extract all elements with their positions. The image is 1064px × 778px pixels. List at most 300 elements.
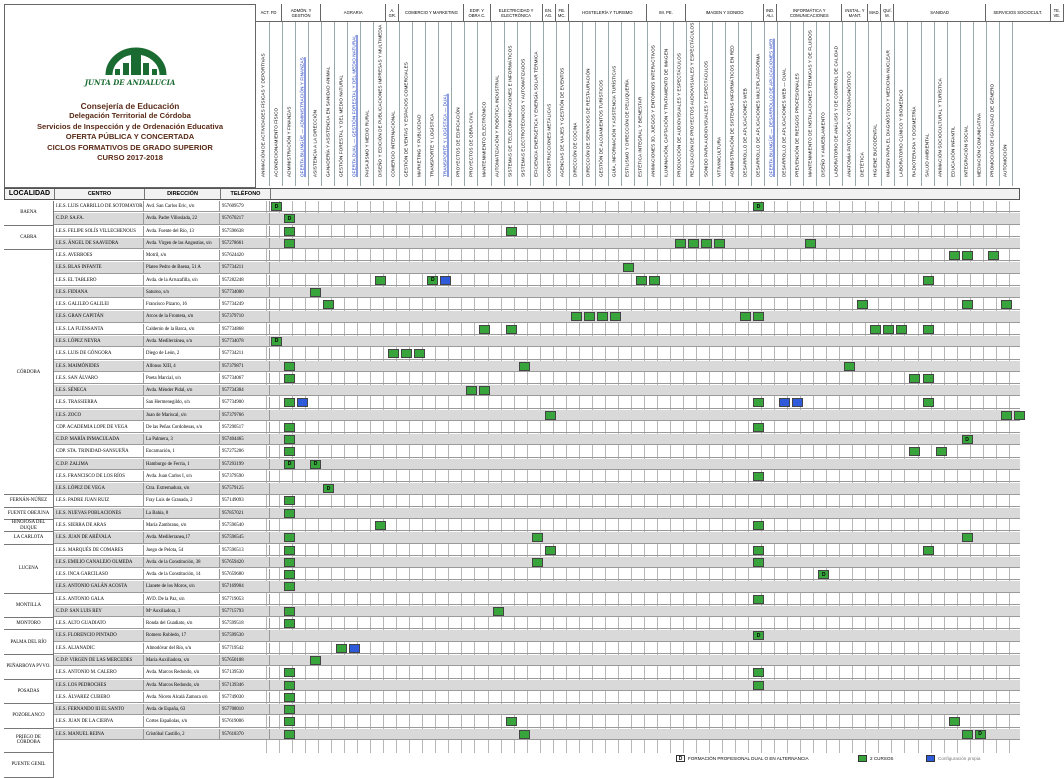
family-header: A. GR.	[386, 4, 399, 22]
course-title: ANATOMÍA PATOLÓGICA Y CITODIAGNÓSTICO	[846, 71, 852, 177]
course-column-header	[582, 22, 596, 186]
two-course-offer-cell	[870, 325, 881, 334]
course-title: ANIMACIÓN DE ACTIVIDADES FÍSICAS Y DEPORTIVAS	[260, 53, 265, 177]
center-address: Avda. Medilerranea,17	[144, 532, 220, 543]
course-column-header	[816, 22, 830, 186]
two-course-offer-cell	[857, 300, 868, 309]
family-header: ELECTRICIDAD Y ELECTRÓNICA	[491, 4, 543, 22]
center-address: Avda. Juan Carlos I, s/n	[144, 471, 220, 482]
center-row	[4, 630, 1020, 641]
two-course-offer-cell	[909, 447, 920, 456]
course-title: COMERCIO INTERNACIONAL	[390, 110, 396, 177]
two-course-offer-cell	[805, 239, 816, 248]
center-name: C.D.P. SAN LUIS REY	[54, 606, 144, 617]
header-line-delegacion: Delegación Territorial de Córdoba	[69, 111, 191, 121]
center-phone: 957379766	[220, 410, 270, 421]
center-row	[4, 508, 1020, 519]
two-course-offer-cell	[988, 251, 999, 260]
two-course-offer-cell	[284, 496, 295, 505]
center-phone: 957857021	[220, 508, 270, 519]
center-address: Arcos de la Frontera, s/n	[144, 311, 220, 322]
legend	[676, 754, 1016, 764]
center-row	[4, 287, 1020, 298]
course-column-header	[790, 22, 804, 186]
course-column-header	[464, 22, 478, 186]
locality-cell: PEÑARROYA PVVO.	[4, 655, 54, 680]
course-column-header	[543, 22, 557, 186]
course-title: SISTEMAS DE TELECOMUNICACIONES E INFORMÁTICOS	[507, 45, 513, 177]
two-course-offer-cell	[883, 325, 894, 334]
course-title: AUTOMATIZACIÓN Y ROBÓTICA INDUSTRIAL	[494, 74, 500, 177]
course-column-header	[751, 22, 765, 186]
course-title: LABORATORIO DE ANÁLISIS Y DE CONTROL DE CALIDAD	[833, 45, 839, 177]
center-phone: 957169904	[220, 581, 270, 592]
center-phone: 957275206	[220, 446, 270, 457]
center-row	[4, 213, 1020, 224]
course-column-header	[308, 22, 322, 186]
table-header	[4, 188, 1020, 200]
two-course-offer-cell	[375, 276, 386, 285]
course-title: GESTIÓN DE ALOJAMIENTOS TURÍSTICOS	[598, 79, 604, 177]
header-title-block	[5, 101, 255, 163]
course-title: MANTENIMIENTO ELECTRÓNICO	[481, 101, 487, 177]
two-course-offer-cell	[844, 362, 855, 371]
course-title: ADMINISTRACIÓN DE SISTEMAS INFORMÁTICOS EN RED	[729, 45, 735, 177]
center-phone: 957734067	[220, 373, 270, 384]
center-phone: 957650108	[220, 655, 270, 666]
center-address: Saturno, s/n	[144, 287, 220, 298]
center-phone: 957734900	[220, 397, 270, 408]
course-column-header	[881, 22, 895, 186]
center-address: Avd. San Carlos Eric, s/n	[144, 201, 220, 212]
center-phone: 957749030	[220, 692, 270, 703]
course-column-header	[569, 22, 583, 186]
two-course-offer-cell	[753, 312, 764, 321]
center-phone: 957609579	[220, 201, 270, 212]
center-phone: 957599530	[220, 630, 270, 641]
locality-cell: LUCENA	[4, 545, 54, 594]
two-course-offer-cell	[909, 374, 920, 383]
two-course-offer-cell	[310, 288, 321, 297]
two-course-offer-cell	[284, 607, 295, 616]
course-column-header	[295, 22, 309, 186]
locality-cell: PUENTE GENIL	[4, 753, 54, 778]
course-column-header	[699, 22, 713, 186]
center-phone: 957734078	[220, 336, 270, 347]
family-header: EDIF. Y OBRA C.	[464, 4, 490, 22]
course-title: MARKETING Y PUBLICIDAD	[416, 114, 422, 177]
two-course-offer-cell	[923, 325, 934, 334]
two-course-offer-cell	[923, 546, 934, 555]
center-row	[4, 520, 1020, 531]
two-course-offer-cell	[962, 730, 973, 739]
course-column-header	[608, 22, 622, 186]
legend-dual-swatch: D	[676, 755, 685, 762]
two-course-offer-cell	[753, 472, 764, 481]
two-course-offer-cell	[896, 325, 907, 334]
center-name: I.E.S. MAIMÓNIDES	[54, 361, 144, 372]
course-title: GUÍA, INFORMACIÓN Y ASISTENCIA TURÍSTICAS	[611, 65, 617, 177]
two-course-offer-cell	[284, 705, 295, 714]
center-address: Llanete de los Moros, s/n	[144, 581, 220, 592]
course-column-header	[256, 22, 270, 186]
center-phone: 957719542	[220, 643, 270, 654]
center-phone: 957599518	[220, 618, 270, 629]
center-name: I.E.S. LÓPEZ DE VEGA	[54, 483, 144, 494]
center-row	[4, 680, 1020, 691]
center-row	[4, 397, 1020, 408]
two-course-offer-cell	[519, 362, 530, 371]
course-title: DISEÑO Y AMUEBLAMIENTO	[820, 112, 826, 177]
course-column-header	[530, 22, 544, 186]
col-header-telefono: TELÉFONO	[221, 189, 271, 199]
course-column-header	[373, 22, 387, 186]
center-row	[4, 471, 1020, 482]
center-row	[4, 704, 1020, 715]
course-title: GESTIÓN FORESTAL Y DEL MEDIO NATURAL	[338, 74, 344, 177]
course-title: SISTEMAS ELECTROTÉCNICOS Y AUTOMATIZADOS	[520, 58, 526, 177]
center-phone: 957670217	[220, 213, 270, 224]
course-column-header	[321, 22, 335, 186]
two-course-offer-cell	[1001, 411, 1012, 420]
two-course-offer-cell	[675, 239, 686, 248]
course-column-header	[908, 22, 922, 186]
course-title: OFERTA BILINGÜE — DESARROLLO DE APLICACIONES WEB	[768, 38, 774, 177]
center-row	[4, 275, 1020, 286]
center-address: Avda. Niceto Alcalá Zamora s/n	[144, 692, 220, 703]
two-course-offer-cell	[571, 312, 582, 321]
course-column-header	[399, 22, 413, 186]
course-column-header	[451, 22, 465, 186]
locality-cell: BAENA	[4, 201, 54, 226]
center-address: Juego de Pelota, 54	[144, 545, 220, 556]
two-course-offer-cell	[753, 546, 764, 555]
center-name: I.E.S. LUIS CARRILLO DE SOTOMAYOR	[54, 201, 144, 212]
course-title: SALUD AMBIENTAL	[924, 133, 930, 177]
dual-offer-cell: D	[427, 276, 438, 285]
two-course-offer-cell	[519, 730, 530, 739]
center-name: I.E.S. ANTONIO GALA	[54, 594, 144, 605]
course-title: GESTIÓN DE VENTAS Y ESPACIOS COMERCIALES	[403, 62, 409, 177]
legend-two-courses-swatch	[858, 755, 867, 762]
course-title: TRANSPORTE Y LOGÍSTICA — DUAL	[442, 93, 448, 177]
center-phone: 957708010	[220, 704, 270, 715]
two-course-offer-cell	[714, 239, 725, 248]
locality-cell: MONTORO	[4, 618, 54, 630]
center-address: Avda. Medilerránea, s/n	[144, 336, 220, 347]
center-phone: 957379710	[220, 311, 270, 322]
header-line-curso: CURSO 2017-2018	[97, 153, 163, 163]
course-title: ACONDICIONAMIENTO FÍSICO	[273, 107, 279, 177]
center-name: I.E.S. INCA GARCILASO	[54, 569, 144, 580]
center-phone: 957379871	[220, 361, 270, 372]
own-config-cell	[440, 276, 451, 285]
two-course-offer-cell	[284, 509, 295, 518]
two-course-offer-cell	[701, 239, 712, 248]
center-name: I.E.S. JUAN DE ARÉVALA	[54, 532, 144, 543]
two-course-offer-cell	[1001, 300, 1012, 309]
center-phone: 957139530	[220, 667, 270, 678]
course-title: PROMOCIÓN DE IGUALDAD DE GÉNERO	[989, 83, 995, 177]
center-address: Poeta Marcial, s/n	[144, 373, 220, 384]
two-course-offer-cell	[623, 263, 634, 272]
two-course-offer-cell	[962, 533, 973, 542]
center-address: Alfonso XIII, 4	[144, 361, 220, 372]
center-phone: 957596513	[220, 545, 270, 556]
center-phone: 957282248	[220, 275, 270, 286]
course-title: AUTOMOCIÓN	[1002, 144, 1008, 177]
center-row	[4, 729, 1020, 740]
course-title: DESARROLLO DE APLICACIONES MULTIPLATAFORMA	[755, 53, 761, 177]
course-title: DIRECCIÓN DE SERVICIOS DE RESTAURACIÓN	[585, 68, 591, 177]
course-column-header	[334, 22, 348, 186]
course-column-header	[360, 22, 374, 186]
locality-cell: POSADAS	[4, 680, 54, 705]
center-name: CDP. STA. TRINIDAD-SANSUEÑA	[54, 446, 144, 457]
course-column-header	[764, 22, 778, 186]
two-course-offer-cell	[284, 681, 295, 690]
center-name: I.E.S. PADRE JUAN RUIZ	[54, 495, 144, 506]
center-name: I.E.S. LUIS DE GÓNGORA	[54, 348, 144, 359]
center-name: I.E.S. NUEVAS POBLACIONES	[54, 508, 144, 519]
course-column-header	[712, 22, 726, 186]
course-title: DESARROLLO DE APLICACIONES WEB	[742, 88, 748, 177]
course-column-header	[517, 22, 531, 186]
course-title: ESTILISMO Y DIRECCIÓN DE PELUQUERÍA	[624, 79, 630, 177]
course-column-header	[986, 22, 1000, 186]
two-course-offer-cell	[923, 276, 934, 285]
center-row	[4, 373, 1020, 384]
center-row	[4, 422, 1020, 433]
course-title: MANTENIMIENTO DE INSTALACIONES TÉRMICAS Y DE FLUIDOS	[807, 30, 813, 177]
center-phone: 957734249	[220, 299, 270, 310]
center-name: I.E.S. EMILIO CANALEJO OLMEDA	[54, 557, 144, 568]
center-row	[4, 361, 1020, 372]
dual-offer-cell: D	[271, 202, 282, 211]
course-column-header	[282, 22, 296, 186]
center-address: María Auxiliadora, s/n	[144, 655, 220, 666]
course-title: ASISTENCIA A LA DIRECCIÓN	[312, 109, 318, 177]
center-phone: 957149093	[220, 495, 270, 506]
family-header: INSTAL. Y MANT.	[842, 4, 868, 22]
center-phone: 957579125	[220, 483, 270, 494]
course-title: TRANSPORTE Y LOGÍSTICA	[429, 113, 435, 177]
family-header: ACT. FD	[256, 4, 282, 22]
center-row	[4, 324, 1020, 335]
two-course-offer-cell	[336, 644, 347, 653]
header-line-oferta: OFERTA PÚBLICA Y CONCERTADA	[65, 132, 195, 142]
two-course-offer-cell	[962, 251, 973, 260]
dual-offer-cell: D	[284, 214, 295, 223]
center-phone: 957624420	[220, 250, 270, 261]
center-name: I.E.S. GALILEO GALILEI	[54, 299, 144, 310]
course-column-header	[921, 22, 935, 186]
center-row	[4, 667, 1020, 678]
center-address: Avda. de la Constitución, 38	[144, 557, 220, 568]
course-column-header	[868, 22, 882, 186]
center-address: AVD. De la Paz, s/n	[144, 594, 220, 605]
header-panel	[4, 4, 256, 188]
dual-offer-cell: D	[818, 570, 829, 579]
two-course-offer-cell	[323, 300, 334, 309]
family-header: IND. ALI.	[764, 4, 777, 22]
center-phone: 957293199	[220, 459, 270, 470]
header-line-ciclos: CICLOS FORMATIVOS DE GRADO SUPERIOR	[47, 142, 213, 152]
center-row	[4, 594, 1020, 605]
family-header: FB. MC.	[556, 4, 569, 22]
course-title: DIETÉTICA	[859, 152, 865, 177]
own-config-cell	[349, 644, 360, 653]
course-column-header	[556, 22, 570, 186]
center-name: I.E.S. LA FUENSANTA	[54, 324, 144, 335]
center-name: I.E.S. MANUEL REINA	[54, 729, 144, 740]
two-course-offer-cell	[753, 558, 764, 567]
course-title: ESTÉTICA INTEGRAL Y BIENESTAR	[637, 96, 643, 177]
center-row	[4, 299, 1020, 310]
two-course-offer-cell	[753, 668, 764, 677]
center-row	[4, 557, 1020, 568]
two-course-offer-cell	[597, 312, 608, 321]
course-title: EDUCACIÓN INFANTIL	[950, 126, 956, 177]
two-course-offer-cell	[936, 447, 947, 456]
center-phone: 957139346	[220, 680, 270, 691]
two-course-offer-cell	[284, 362, 295, 371]
two-course-offer-cell	[388, 349, 399, 358]
course-title: REALIZACIÓN DE PROYECTOS AUDIOVISUALES Y ESPECTÁCULOS	[689, 22, 695, 177]
center-name: I.E.S. ALJANADIC	[54, 643, 144, 654]
course-column-header	[504, 22, 518, 186]
center-address: San Hermenegildo, s/n	[144, 397, 220, 408]
course-title: ANIMACIONES 3D, JUEGOS Y ENTORNOS INTERACTIVOS	[650, 45, 656, 177]
center-row	[4, 532, 1020, 543]
center-name: I.E.S. ALTO GUADIATO	[54, 618, 144, 629]
center-address: Francisco Pizarro, 16	[144, 299, 220, 310]
center-phone: 957659680	[220, 569, 270, 580]
course-column-header	[725, 22, 739, 186]
family-header: HOSTELERÍA Y TURISMO	[569, 4, 647, 22]
center-row	[4, 311, 1020, 322]
course-column-header	[999, 22, 1013, 186]
center-phone: 957596638	[220, 226, 270, 237]
course-title: MEDIACIÓN COMUNICATIVA	[976, 112, 982, 177]
center-address: Cristóbal Castillo, 2	[144, 729, 220, 740]
course-column-header	[894, 22, 908, 186]
course-title: OFERTA BILINGÜE — ADMINISTRACIÓN Y FINANZAS	[299, 57, 305, 177]
family-header: IMAGEN Y SONIDO	[686, 4, 764, 22]
course-column-header	[595, 22, 609, 186]
course-title: GANADERÍA Y ASISTENCIA EN SANIDAD ANIMAL	[325, 66, 331, 177]
center-address: Avda. de la Arruzafilla, s/n	[144, 275, 220, 286]
two-course-offer-cell	[584, 312, 595, 321]
locality-cell: CABRA	[4, 226, 54, 251]
center-name: I.E.S. SÉNECA	[54, 385, 144, 396]
center-name: I.E.S. FRANCISCO DE LOS RÍOS	[54, 471, 144, 482]
center-address: Avda. de la Constitución, 14	[144, 569, 220, 580]
course-column-header	[412, 22, 426, 186]
two-course-offer-cell	[479, 386, 490, 395]
two-course-offer-cell	[753, 595, 764, 604]
legend-two-courses-label: 2 CURSOS	[870, 756, 894, 761]
family-header: SANIDAD	[894, 4, 985, 22]
center-row	[4, 545, 1020, 556]
center-phone: 957734211	[220, 262, 270, 273]
course-title: RADIOTERAPIA Y DOSIMETRÍA	[911, 106, 917, 177]
course-column-header	[491, 22, 505, 186]
legend-own-config-label: Configuración propia	[938, 756, 981, 761]
center-name: I.E.S. AVERROES	[54, 250, 144, 261]
family-header: AGRARIA	[321, 4, 386, 22]
center-phone: 957734304	[220, 385, 270, 396]
center-address: Diego de León, 2	[144, 348, 220, 359]
family-header: INFORMÁTICA Y COMUNICACIONES	[777, 4, 842, 22]
center-row	[4, 336, 1020, 347]
center-address: Plateo Pedro de Baena, 51 A	[144, 262, 220, 273]
center-row	[4, 434, 1020, 445]
center-name: I.E.S. FELIPE SOLÍS VILLECHENOUS	[54, 226, 144, 237]
two-course-offer-cell	[949, 717, 960, 726]
center-phone: 957379590	[220, 471, 270, 482]
course-column-header	[634, 22, 648, 186]
family-header: SERVICIOS SOCIOCULT.	[986, 4, 1051, 22]
center-address: Avda. Virgen de las Angustias, s/n	[144, 238, 220, 249]
course-column-header	[738, 22, 752, 186]
locality-cell: HINOJOSA DEL DUQUE	[4, 520, 54, 532]
locality-cell: LA CARLOTA	[4, 532, 54, 544]
center-row	[4, 262, 1020, 273]
two-course-offer-cell	[962, 300, 973, 309]
center-row	[4, 643, 1020, 654]
center-address: La Palmera, 3	[144, 434, 220, 445]
center-name: I.E.S. SAN ÁLVARO	[54, 373, 144, 384]
center-address: Avda. de España, 63	[144, 704, 220, 715]
center-address: Fray Luis de Granada, 2	[144, 495, 220, 506]
two-course-offer-cell	[414, 349, 425, 358]
center-address: Encarnación, 1	[144, 446, 220, 457]
center-phone: 957290517	[220, 422, 270, 433]
two-course-offer-cell	[401, 349, 412, 358]
family-header: EN. AG.	[543, 4, 556, 22]
course-column-header	[269, 22, 283, 186]
course-title: LABORATORIO CLÍNICO Y BIOMÉDICO	[898, 89, 904, 177]
center-row	[4, 238, 1020, 249]
two-course-offer-cell	[636, 276, 647, 285]
center-row	[4, 410, 1020, 421]
two-course-offer-cell	[506, 325, 517, 334]
center-phone: 957619006	[220, 716, 270, 727]
course-title: DISEÑO Y EDICIÓN DE PUBLICACIONES IMPRESAS Y MULTIMEDIA	[377, 24, 383, 177]
center-address: De las Peñas Cordobesas, s/n	[144, 422, 220, 433]
own-config-cell	[297, 398, 308, 407]
two-course-offer-cell	[740, 312, 751, 321]
center-name: I.E.S. FLORENCIO PINTADO	[54, 630, 144, 641]
center-row	[4, 495, 1020, 506]
two-course-offer-cell	[284, 227, 295, 236]
two-course-offer-cell	[506, 717, 517, 726]
course-title: ILUMINACIÓN, CAPTACIÓN Y TRATAMIENTO DE IMAGEN	[663, 48, 669, 177]
course-title: DESARROLLO DE APLICACIONES WEB — DUAL	[781, 68, 787, 177]
two-course-offer-cell	[923, 398, 934, 407]
locality-cell: MONTILLA	[4, 594, 54, 619]
family-header: COMERCIO Y MARKETING	[399, 4, 464, 22]
course-column-header	[647, 22, 661, 186]
two-course-offer-cell	[1014, 411, 1025, 420]
two-course-offer-cell	[649, 276, 660, 285]
dual-offer-cell: D	[323, 484, 334, 493]
center-name: I.E.S. ANTONIO M. CALERO	[54, 667, 144, 678]
course-column-header	[347, 22, 361, 186]
two-course-offer-cell	[753, 398, 764, 407]
course-title: VITIVINICULTURA	[716, 136, 722, 177]
